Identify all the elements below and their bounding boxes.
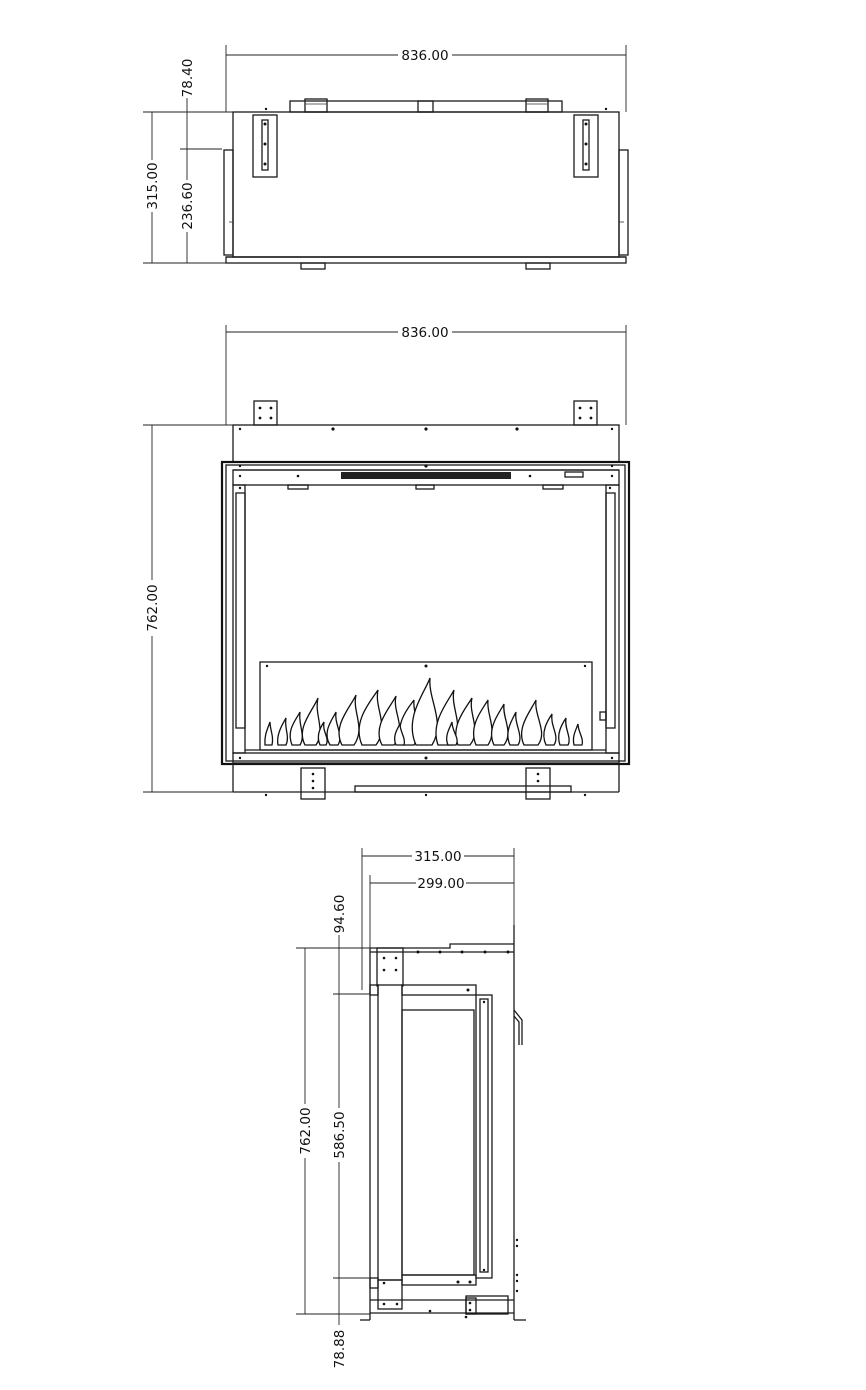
side-view [296, 848, 526, 1368]
top-view-depth-upper-label: 78.40 [180, 58, 196, 98]
side-view-height-split-dimension [332, 895, 370, 1369]
top-view-depth-split-dimension [180, 59, 222, 263]
side-view-depth-total-dimension [362, 848, 514, 990]
front-view-height-label: 762.00 [145, 584, 161, 632]
side-view-front-frame [378, 985, 402, 1280]
top-view-body [233, 112, 619, 257]
front-view-flames [265, 678, 583, 745]
top-view-width-label: 836.00 [401, 48, 449, 64]
top-view [143, 45, 628, 269]
top-view-depth-lower-label: 236.60 [180, 182, 196, 230]
top-view-depth-total-label: 315.00 [145, 162, 161, 210]
side-view-height-bottom-label: 78.88 [332, 1329, 348, 1369]
front-view-width-dimension [226, 325, 626, 425]
front-view-height-dimension [143, 425, 233, 792]
side-view-height-top-label: 94.60 [332, 894, 348, 934]
side-view-depth-body-dimension [370, 875, 514, 948]
side-view-height-total-label: 762.00 [298, 1107, 314, 1155]
side-view-depth-body-label: 299.00 [417, 876, 465, 892]
side-view-glass-panel [402, 1010, 474, 1275]
front-view [143, 325, 629, 799]
front-view-width-label: 836.00 [401, 325, 449, 341]
side-view-depth-total-label: 315.00 [414, 849, 462, 865]
front-view-vent-grille [341, 472, 511, 479]
side-view-height-middle-label: 586.50 [332, 1111, 348, 1159]
top-view-width-dimension [226, 45, 626, 112]
